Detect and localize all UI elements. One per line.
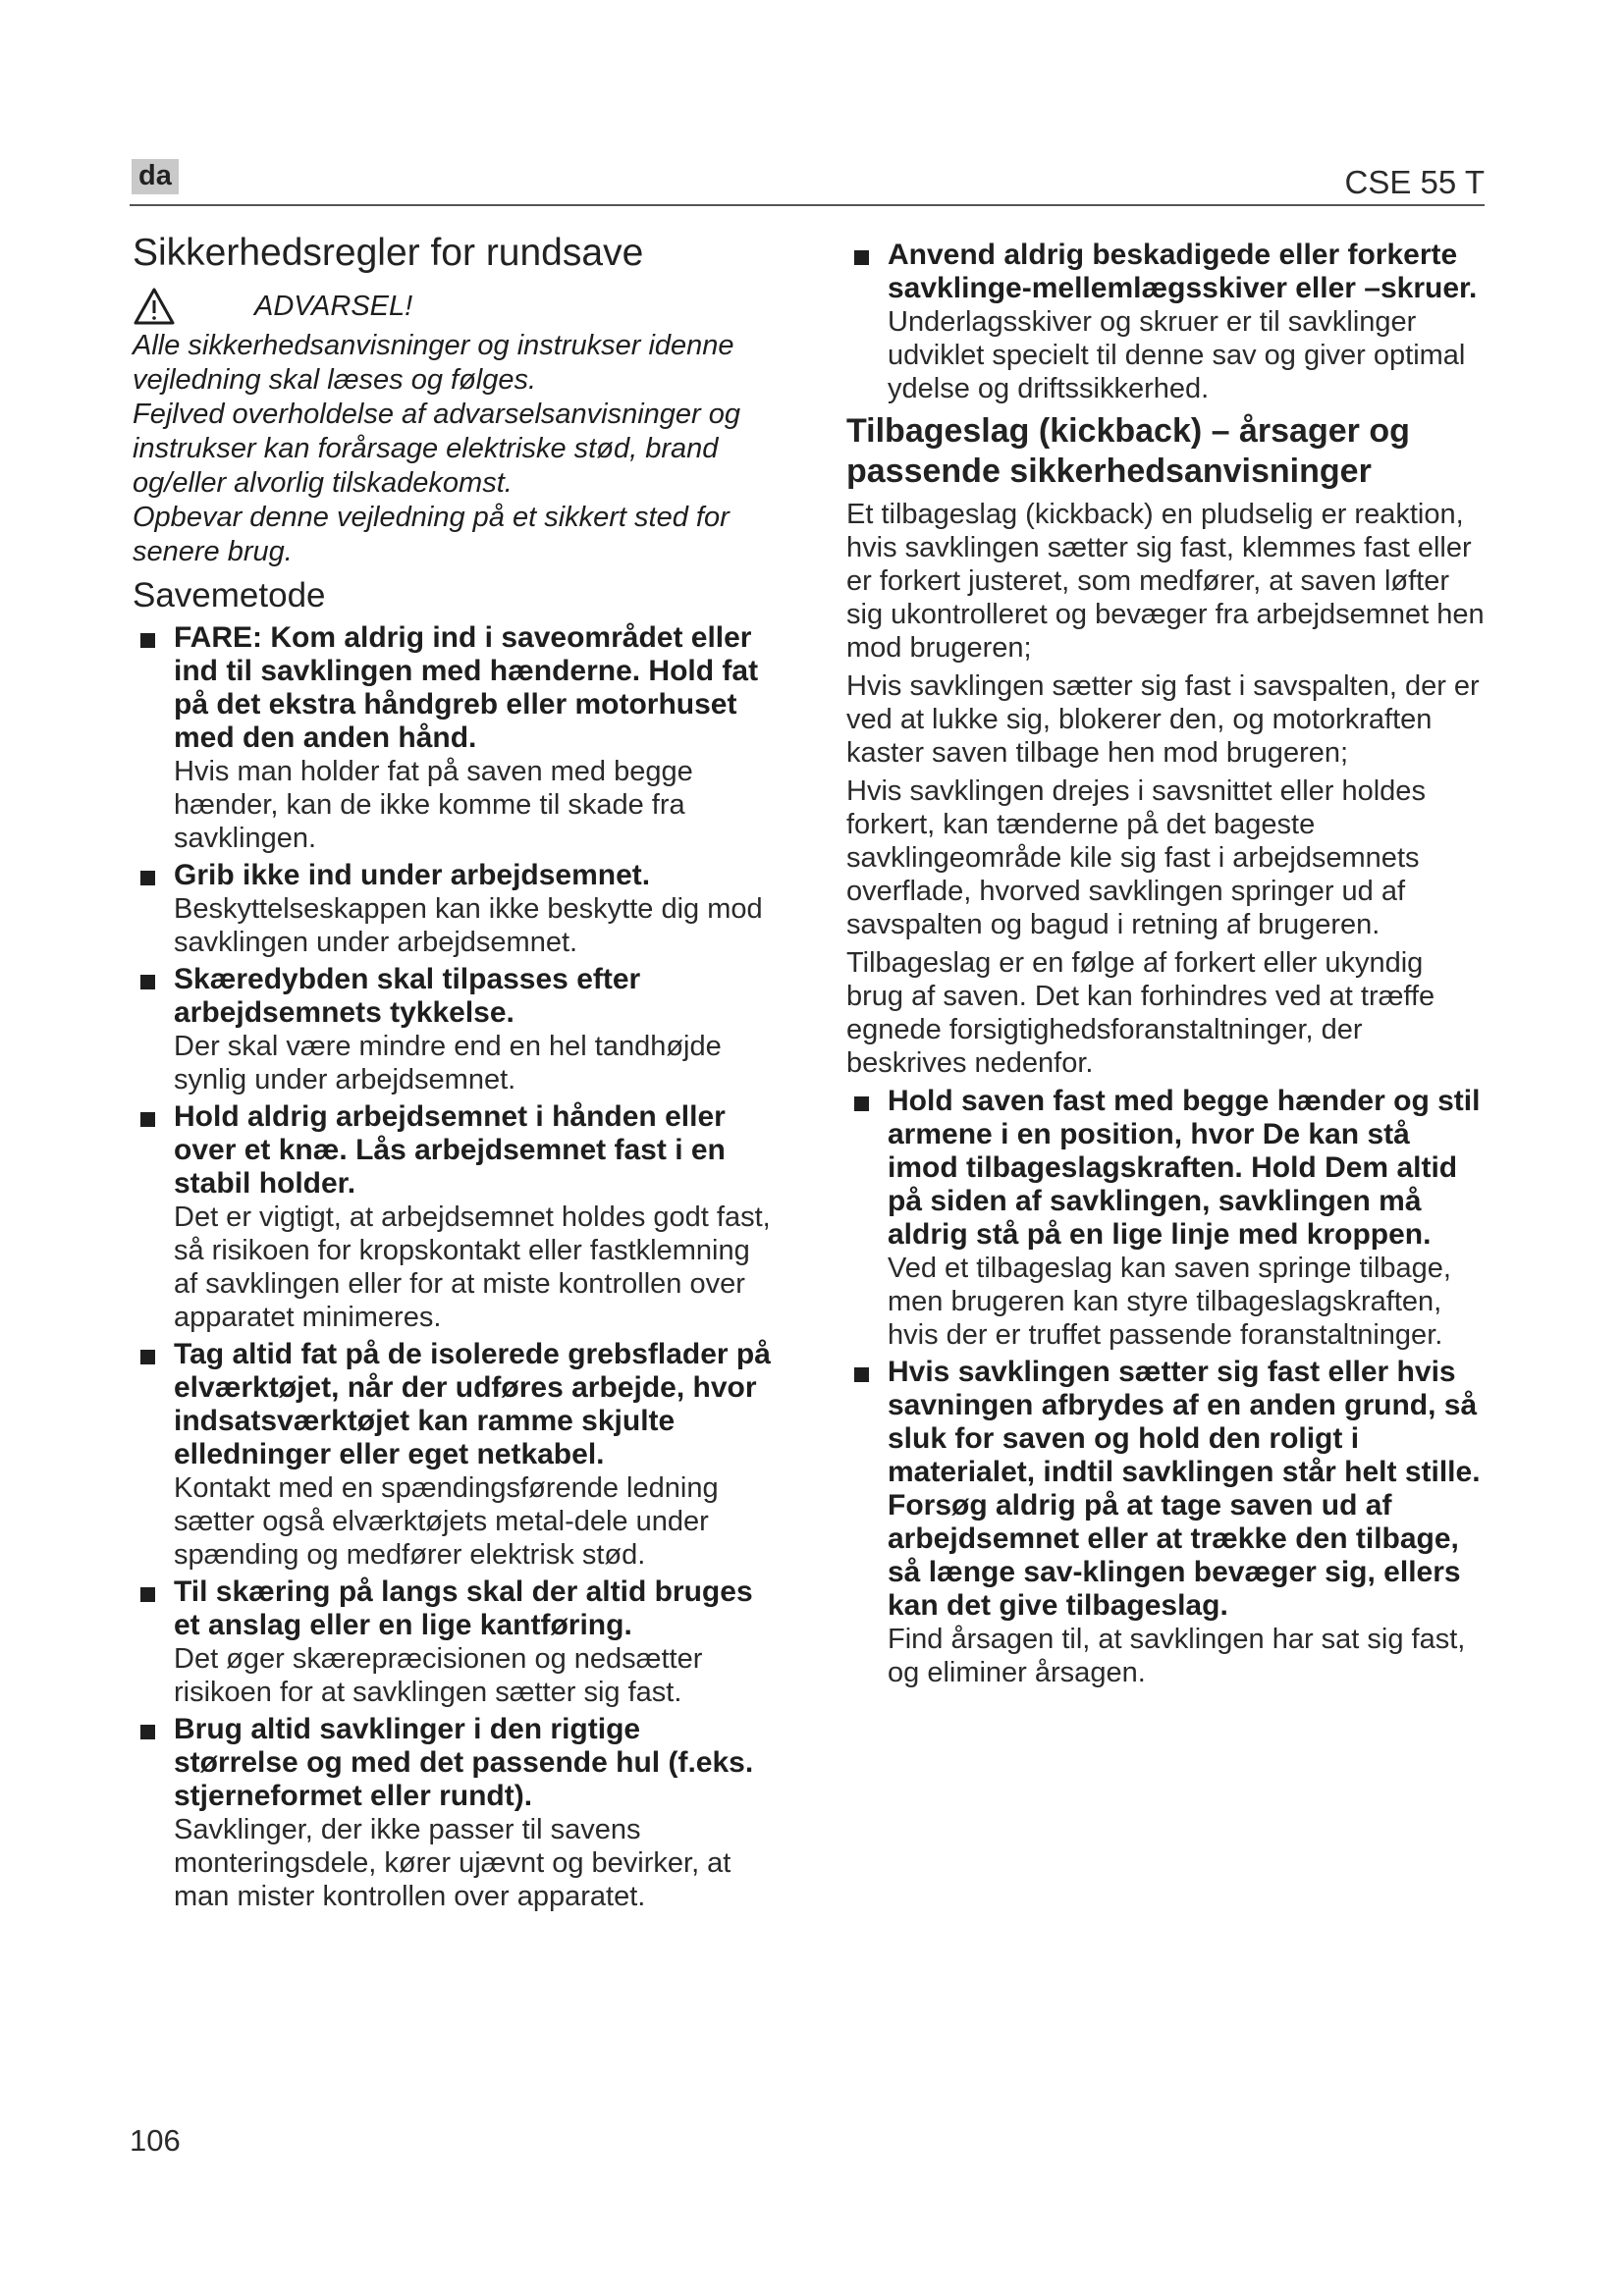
bullet-heading: Hold aldrig arbejdsemnet i hånden eller over et knæ. Lås arbejdsemnet fast i en stabil holder. [174,1100,726,1200]
bullet-body: Der skal være mindre end en hel tandhøjde synlig under arbejdsemnet. [174,1031,722,1095]
bullet-square-icon [140,1725,155,1739]
list-item [846,1085,1485,1352]
bullet-body: Underlagsskiver og skruer er til savklinger udviklet specielt til denne sav og giver optimal ydelse og driftssikkerhed. [888,306,1466,404]
list-item [133,963,771,1096]
kickback-list [846,1085,1485,1689]
bullet-heading: Hold saven fast med begge hænder og stil armene i en position, hvor De kan stå imod tilbageslagskraften. Hold Dem altid på siden af savklingen, savklingen må aldrig stå på en lige linje med kroppen. [888,1085,1481,1251]
bullet-square-icon [140,871,155,885]
bullet-heading: Hvis savklingen sætter sig fast eller hvis savningen afbrydes af en anden grund, så sluk for saven og hold den roligt i materialet, indtil savklingen står helt stille. Forsøg aldrig på at tage saven ud af arbejdsemnet eller at trække den tilbage, så længe sav-klingen bevæger sig, ellers kan det give tilbageslag. [888,1356,1481,1622]
bullet-square-icon [140,1112,155,1127]
section-title-kickback: Tilbageslag (kickback) – årsager og passende sikkerhedsanvisninger [846,412,1410,490]
warning-label: ADVARSEL! [254,290,413,322]
bullet-square-icon [854,250,869,265]
bullet-square-icon [854,1367,869,1382]
warning-heading [133,286,771,327]
section-title-savemetode: Savemetode [133,576,326,614]
model-name: CSE 55 T [1344,164,1485,200]
warning-line: Fejlved overholdelse af advarselsanvisninger og instrukser kan forårsage elektriske stød, brand og/eller alvorlig tilskadekomst. [133,399,741,499]
bullet-square-icon [854,1096,869,1111]
bullet-square-icon [140,1587,155,1602]
paragraph: Et tilbageslag (kickback) en pludselig er reaktion, hvis savklingen sætter sig fast, klemmes fast eller er forkert justeret, som medfører, at saven løfter sig ukontrolleret og bevæger fra arbejdsemnet hen mod brugeren; [846,499,1485,664]
warning-text [133,329,771,569]
list-item [133,1100,771,1334]
warning-line: Opbevar denne vejledning på et sikkert sted for senere brug. [133,502,730,567]
paragraph: Hvis savklingen sætter sig fast i savspalten, der er ved at lukke sig, blokerer den, og motorkraften kaster saven tilbage hen mod brugeren; [846,670,1480,769]
bullet-body: Hvis man holder fat på saven med begge hænder, kan de ikke komme til skade fra savklingen. [174,756,693,854]
blade-list [846,239,1485,405]
bullet-square-icon [140,975,155,989]
bullet-square-icon [140,633,155,648]
list-item [133,859,771,959]
bullet-heading: Skæredybden skal tilpasses efter arbejdsemnets tykkelse. [174,963,641,1029]
bullet-heading: Brug altid savklinger i den rigtige størrelse og med det passende hul (f.eks. stjerneformet eller rundt). [174,1713,754,1812]
list-item [133,1713,771,1913]
bullet-heading: Tag altid fat på de isolerede grebsflader på elværktøjet, når der udføres arbejde, hvor indsatsværktøjet kan ramme skjulte elledninger eller eget netkabel. [174,1338,771,1470]
bullet-body: Beskyttelseskappen kan ikke beskytte dig mod savklingen under arbejdsemnet. [174,893,763,958]
page-title: Sikkerhedsregler for rundsave [133,232,644,274]
savemetode-list [133,621,771,1913]
paragraph: Tilbageslag er en følge af forkert eller ukyndig brug af saven. Det kan forhindres ved at træffe egnede forsigtighedsforanstaltninger, der beskrives nedenfor. [846,947,1435,1079]
bullet-body: Ved et tilbageslag kan saven springe tilbage, men brugeren kan styre tilbageslagskraften, hvis der er truffet passende foranstaltninger. [888,1253,1451,1351]
bullet-heading: FARE: Kom aldrig ind i saveområdet eller ind til savklingen med hænderne. Hold fat på det ekstra håndgreb eller motorhuset med den anden hånd. [174,621,759,754]
bullet-body: Savklinger, der ikke passer til savens monteringsdele, kører ujævnt og bevirker, at man mister kontrollen over apparatet. [174,1814,731,1912]
right-column [846,229,1485,1693]
bullet-heading: Grib ikke ind under arbejdsemnet. [174,859,651,891]
page-header [130,157,1485,206]
bullet-body: Det er vigtigt, at arbejdsemnet holdes godt fast, så risikoen for kropskontakt eller fastklemning af savklingen eller for at miste kontrollen over apparatet minimeres. [174,1201,771,1333]
page-number: 106 [130,2123,181,2158]
list-item [133,1338,771,1572]
bullet-heading: Til skæring på langs skal der altid bruges et anslag eller en lige kantføring. [174,1575,753,1641]
bullet-heading: Anvend aldrig beskadigede eller forkerte savklinge-mellemlægsskiver eller –skruer. [888,239,1478,304]
bullet-square-icon [140,1350,155,1364]
bullet-body: Kontakt med en spændingsførende ledning sætter også elværktøjets metal-dele under spænding og medfører elektrisk stød. [174,1472,719,1571]
list-item [133,621,771,855]
left-column [133,229,771,1917]
bullet-body: Det øger skærepræcisionen og nedsætter risikoen for at savklingen sætter sig fast. [174,1643,703,1708]
warning-line: Alle sikkerhedsanvisninger og instrukser idenne vejledning skal læses og følges. [133,330,734,396]
paragraph: Hvis savklingen drejes i savsnittet eller holdes forkert, kan tænderne på det bageste savklingeområde kile sig fast i arbejdsemnets overflade, hvorved savklingen springer ud af savspalten og bagud i retning af brugeren. [846,775,1426,940]
list-item [133,1575,771,1709]
list-item [846,239,1485,405]
bullet-body: Find årsagen til, at savklingen har sat sig fast, og eliminer årsagen. [888,1624,1466,1688]
language-badge: da [132,159,179,194]
warning-triangle-icon [133,287,176,326]
list-item [846,1356,1485,1689]
